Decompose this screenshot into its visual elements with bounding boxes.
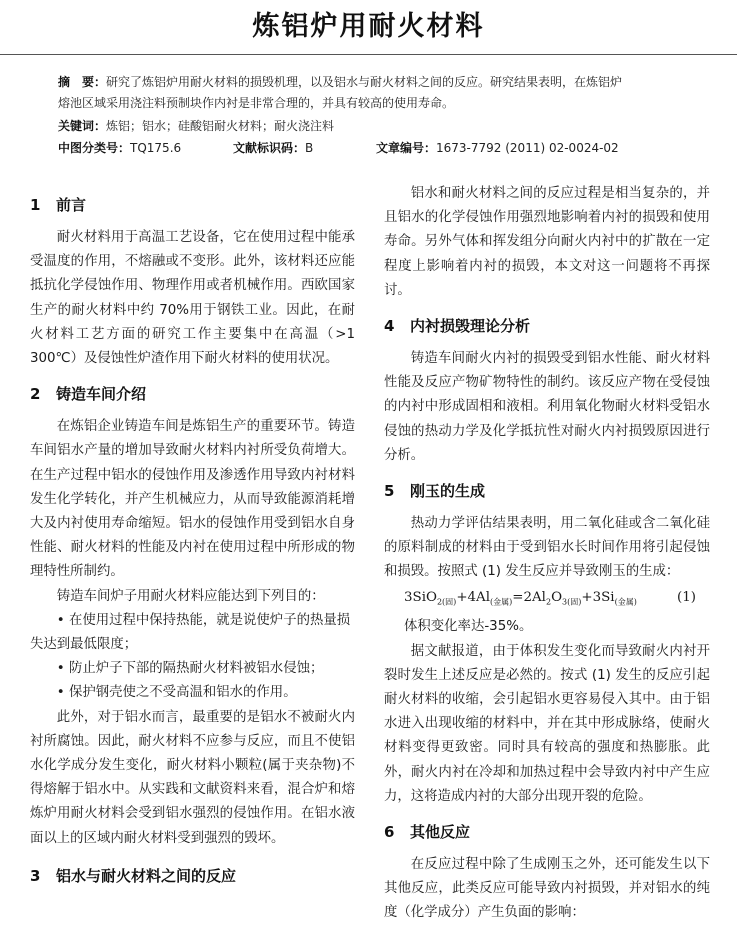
section-title: 刚玉的生成 <box>410 482 486 501</box>
paragraph-corundum: 热动力学评估结果表明，用二氧化硅或含二氧化硅的原料制成的材料由于受到铝水长时间作用将引起侵蚀和损毁。按照式 (1) 发生反应并导致刚玉的生成： <box>384 516 710 580</box>
paragraph-literature: 据文献报道，由于体积发生变化而导致耐火内衬开裂时发生上述反应是必然的。按式 (1) 发生的反应引起耐火材料的收缩，会引起铝水更容易侵入其中。由于铝水进入出现收缩的材料中，并在其中形成脉络，使耐火材料变得更致密。同时具有较高的强度和热膨胀。此外，耐火内衬在冷却和加热过程中会导致内衬中产生应力，这将造成内衬的大部分出现开裂的危险。 <box>384 643 710 804</box>
paragraph-reaction: 铝水和耐火材料之间的反应过程是相当复杂的，并且铝水的化学侵蚀作用强烈地影响着内衬的损毁和使用寿命。另外气体和挥发组分向耐火内衬中的扩散在一定程度上影响着内衬的损毁，本文对这一问题将不再探讨。 <box>384 186 710 298</box>
equation-number: (1) <box>677 589 696 605</box>
right-column <box>384 182 710 926</box>
eq-subscript: (金属) <box>490 597 513 607</box>
paragraph-intro: 耐火材料用于高温工艺设备，它在使用过程中能承受温度的作用，不熔融或不变形。此外，该材料还应能抵抗化学侵蚀作用、物理作用或者机械作用。西欧国家生产的耐火材料中约 70%用于钢铁工业。因此，在耐火材料工艺方面的研究工作主要集中在高温（>1 300℃）及侵蚀性炉渣作用下耐火材料的使用状况。 <box>30 230 355 367</box>
paragraph-foundry: 在炼铝企业铸造车间是炼铝生产的重要环节。铸造车间铝水产量的增加导致耐火材料内衬所受负荷增大。在生产过程中铝水的侵蚀作用及渗透作用导致内衬材料发生化学转化，并产生机械应力，从而导致能源消耗增大及内衬使用寿命缩短。铝水的侵蚀作用受到铝水自身性能、耐火材料的性能及内衬在使用过程中所形成的物理特性所制约。 <box>30 419 355 580</box>
eq-subscript: 2 <box>545 597 552 607</box>
doc-code-value: B <box>305 141 314 155</box>
section-number: 5 <box>384 482 395 501</box>
section-title: 其他反应 <box>410 822 471 841</box>
section-number: 2 <box>30 385 41 404</box>
eq-subscript: (金属) <box>614 597 637 607</box>
eq-subscript: 3(固) <box>562 597 582 607</box>
section-title: 铸造车间介绍 <box>56 385 147 404</box>
paragraph-goals: 铸造车间炉子用耐火材料应能达到下列目的： <box>56 588 325 604</box>
abstract-label: 摘 要： <box>58 75 107 89</box>
section-number: 4 <box>384 317 395 336</box>
article-no-label: 文章编号： <box>376 141 437 155</box>
section-title: 内衬损毁理论分析 <box>410 317 531 336</box>
keywords <box>58 116 334 136</box>
section-heading-4 <box>384 313 710 339</box>
section-heading-5 <box>384 478 710 504</box>
title-divider <box>0 54 737 55</box>
identifiers-row <box>58 138 619 158</box>
keywords-text: 炼铝；铝水；硅酸铝耐火材料；耐火浇注料 <box>106 119 335 133</box>
eq-term: +4Al <box>456 589 491 605</box>
section-heading-3 <box>30 863 355 889</box>
doc-code-label: 文献标识码： <box>233 141 306 155</box>
left-column <box>30 182 355 897</box>
section-number: 6 <box>384 822 395 841</box>
section-heading-1 <box>30 192 355 218</box>
section-number: 3 <box>30 866 41 885</box>
eq-term: 3SiO <box>404 589 437 605</box>
keywords-label: 关键词： <box>58 119 107 133</box>
abstract-text-2: 熔池区域采用浇注料预制块作内衬是非常合理的，并具有较高的使用寿命。 <box>58 96 455 110</box>
eq-subscript: 2(固) <box>436 597 457 607</box>
eq-term: =2Al <box>512 589 546 605</box>
eq-term: +3Si <box>581 589 615 605</box>
article-no-value: 1673-7792 (2011) 02-0024-02 <box>436 141 619 155</box>
bullet-item: • 保护钢壳使之不受高温和铝水的作用。 <box>56 685 297 701</box>
eq-term: O <box>551 589 563 605</box>
section-number: 1 <box>30 196 41 214</box>
clc-label: 中图分类号： <box>58 141 131 155</box>
article-title: 炼铝炉用耐火材料 <box>252 11 485 42</box>
section-heading-6 <box>384 819 710 845</box>
volume-change: 体积变化率达-35%。 <box>404 619 533 635</box>
abstract-line-1 <box>58 72 622 92</box>
section-title: 前言 <box>56 196 87 214</box>
section-heading-2 <box>30 381 355 407</box>
chemical-equation <box>384 585 710 616</box>
bullet-item: • 在使用过程中保持热能，就是说使炉子的热量损失达到最低限度； <box>30 612 351 653</box>
paragraph-theory: 铸造车间耐火内衬的损毁受到铝水性能、耐火材料性能及反应产物矿物特性的制约。该反应产物在受侵蚀的内衬中形成固相和液相。利用氧化物耐火材料受铝水侵蚀的热动力学及化学抵抗性对耐火内衬损毁原因进行分析。 <box>384 351 710 463</box>
bullet-item: • 防止炉子下部的隔热耐火材料被铝水侵蚀； <box>56 661 324 677</box>
section-title: 铝水与耐火材料之间的反应 <box>56 866 237 885</box>
paragraph-other: 在反应过程中除了生成刚玉之外，还可能发生以下其他反应，此类反应可能导致内衬损毁，并对铝水的纯度（化学成分）产生负面的影响： <box>384 856 710 921</box>
abstract-text-1: 研究了炼铝炉用耐火材料的损毁机理，以及铝水与耐火材料之间的反应。研究结果表明，在炼铝炉 <box>106 75 623 89</box>
clc-value: TQ175.6 <box>130 141 182 155</box>
paragraph-corrosion: 此外，对于铝水而言，最重要的是铝水不被耐火内衬所腐蚀。因此，耐火材料不应参与反应，而且不使铝水化学成分发生变化，耐火材料小颗粒(属于夹杂物)不得熔解于铝水中。从实践和文献资料来看，混合炉和熔炼炉用耐火材料会受到铝水强烈的侵蚀作用。在铝水液面以上的区域内耐火材料受到强烈的毁坏。 <box>30 709 355 846</box>
